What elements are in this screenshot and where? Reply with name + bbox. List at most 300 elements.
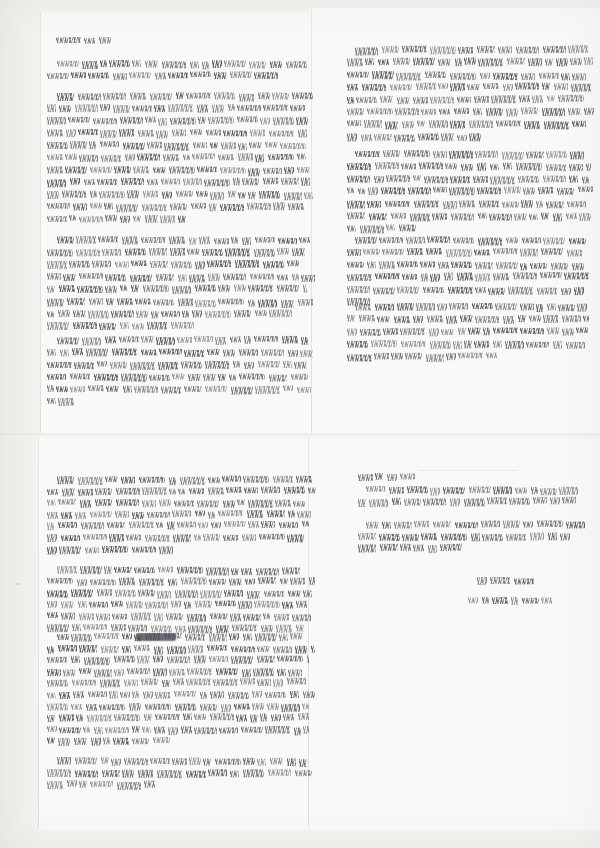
handwriting-word: [560, 533, 570, 540]
handwritten-line: [347, 71, 586, 82]
handwriting-word: [438, 261, 449, 268]
handwriting-word: [273, 476, 293, 483]
handwriting-word: [543, 175, 566, 182]
handwriting-word: [366, 522, 379, 529]
handwriting-word: [241, 726, 263, 732]
handwriting-word: [120, 216, 130, 223]
handwriting-word: [202, 62, 209, 70]
handwriting-word: [79, 781, 87, 788]
handwriting-word: [413, 58, 435, 66]
handwriting-word: [311, 645, 315, 652]
handwriting-word: [543, 315, 558, 323]
handwriting-word: [139, 578, 164, 585]
handwriting-word: [457, 135, 467, 141]
handwritten-line: [47, 141, 313, 152]
handwriting-word: [209, 656, 228, 662]
handwriting-word: [184, 601, 191, 608]
handwriting-word: [250, 129, 265, 136]
handwriting-word: [402, 45, 427, 52]
handwriting-word: [237, 105, 261, 111]
handwriting-word: [154, 646, 163, 654]
handwriting-word: [70, 373, 90, 379]
handwriting-word: [88, 310, 109, 318]
handwriting-word: [183, 178, 202, 185]
handwriting-word: [252, 703, 264, 710]
handwriting-word: [47, 397, 56, 403]
handwriting-word: [100, 141, 119, 147]
handwritten-line: [347, 248, 591, 258]
handwriting-word: [446, 316, 457, 324]
handwriting-word: [255, 310, 267, 316]
handwriting-word: [295, 645, 307, 653]
handwriting-word: [186, 770, 206, 777]
handwriting-word: [392, 497, 401, 504]
handwriting-word: [151, 625, 172, 632]
handwriting-word: [83, 624, 107, 630]
handwriting-word: [502, 152, 524, 160]
handwriting-word: [58, 522, 77, 528]
handwriting-word: [194, 727, 217, 734]
handwriting-word: [584, 58, 593, 66]
handwriting-word: [355, 47, 378, 55]
handwriting-word: [229, 633, 239, 640]
handwriting-word: [493, 327, 518, 333]
handwriting-word: [416, 303, 435, 311]
handwriting-word: [238, 152, 253, 160]
handwriting-word: [280, 143, 306, 149]
handwriting-word: [105, 476, 118, 482]
handwriting-word: [506, 237, 518, 243]
handwriting-word: [162, 61, 186, 68]
handwriting-word: [393, 58, 410, 65]
handwriting-word: [420, 261, 435, 267]
handwriting-word: [457, 96, 471, 102]
handwriting-word: [166, 614, 183, 621]
handwriting-word: [94, 633, 119, 639]
handwriting-word: [47, 322, 69, 330]
handwriting-word: [155, 714, 180, 720]
handwriting-word: [47, 153, 63, 159]
handwritten-line: [347, 261, 586, 272]
handwriting-word: [177, 566, 203, 573]
handwriting-word: [249, 61, 266, 68]
handwritten-line: [47, 691, 315, 701]
handwriting-word: [128, 625, 147, 632]
handwritten-line: [47, 361, 307, 371]
handwriting-word: [56, 37, 81, 43]
handwriting-word: [556, 59, 568, 67]
handwriting-word: [472, 303, 493, 309]
handwriting-word: [102, 546, 128, 553]
handwriting-word: [153, 737, 170, 743]
handwriting-word: [496, 262, 518, 269]
handwriting-word: [47, 104, 56, 112]
handwriting-word: [404, 498, 421, 505]
handwriting-word: [218, 298, 244, 304]
handwriting-word: [119, 336, 139, 342]
handwritten-line: [366, 520, 586, 531]
handwriting-word: [133, 166, 149, 173]
handwriting-word: [210, 713, 234, 720]
handwritten-line: [47, 655, 309, 666]
handwriting-word: [72, 680, 96, 686]
handwriting-word: [294, 727, 301, 735]
handwriting-word: [168, 73, 188, 79]
handwriting-word: [562, 496, 576, 503]
handwriting-word: [546, 151, 567, 158]
handwriting-word: [172, 510, 191, 517]
handwriting-word: [242, 178, 259, 185]
handwriting-word: [450, 176, 470, 183]
handwriting-word: [287, 534, 304, 542]
handwriting-word: [416, 83, 436, 90]
handwriting-word: [347, 200, 365, 208]
handwritten-line: [347, 133, 484, 143]
handwriting-word: [386, 225, 395, 231]
handwriting-word: [234, 703, 250, 709]
handwriting-word: [566, 213, 577, 219]
handwriting-word: [47, 680, 68, 687]
handwriting-word: [47, 250, 73, 257]
handwriting-word: [209, 203, 217, 211]
handwriting-word: [82, 337, 101, 345]
handwritten-line: [47, 589, 312, 600]
handwriting-word: [169, 488, 176, 494]
handwriting-word: [547, 327, 560, 334]
handwriting-word: [141, 350, 157, 356]
handwriting-word: [174, 501, 194, 507]
handwriting-word: [100, 130, 117, 138]
handwriting-word: [155, 692, 170, 699]
handwriting-word: [244, 336, 251, 344]
handwriting-word: [530, 532, 544, 540]
handwriting-word: [347, 328, 357, 335]
handwriting-word: [71, 72, 86, 78]
handwriting-word: [520, 328, 544, 334]
handwriting-word: [278, 238, 297, 244]
handwritten-line: [47, 166, 315, 177]
handwriting-word: [47, 703, 68, 710]
handwriting-word: [347, 164, 371, 171]
handwriting-word: [347, 341, 368, 348]
handwriting-word: [116, 499, 139, 506]
handwriting-word: [147, 179, 158, 185]
handwriting-word: [71, 589, 93, 597]
handwriting-word: [122, 769, 134, 777]
handwriting-word: [296, 624, 304, 631]
handwriting-word: [75, 104, 98, 112]
handwriting-word: [189, 757, 201, 765]
handwriting-word: [70, 387, 85, 393]
handwriting-word: [244, 362, 254, 369]
handwriting-word: [407, 486, 428, 493]
handwriting-word: [561, 73, 570, 80]
handwriting-word: [536, 304, 543, 312]
handwriting-word: [284, 486, 305, 493]
handwriting-word: [493, 248, 518, 254]
handwriting-word: [220, 204, 244, 211]
handwriting-word: [407, 248, 423, 255]
handwriting-word: [114, 669, 124, 676]
handwriting-word: [279, 634, 288, 641]
handwriting-word: [47, 612, 58, 618]
handwriting-word: [469, 120, 493, 128]
handwritten-line: [47, 248, 313, 258]
handwriting-word: [397, 97, 410, 104]
handwritten-line: [355, 303, 591, 313]
handwriting-word: [231, 568, 239, 575]
handwriting-word: [132, 739, 149, 745]
handwriting-word: [162, 192, 172, 199]
handwriting-word: [307, 655, 309, 663]
handwriting-word: [132, 726, 140, 733]
handwriting-word: [196, 191, 208, 197]
handwriting-word: [156, 522, 163, 528]
handwriting-word: [198, 523, 208, 529]
handwriting-word: [367, 200, 381, 207]
handwriting-word: [551, 263, 568, 270]
handwriting-word: [430, 488, 440, 496]
handwriting-word: [254, 336, 278, 342]
handwriting-word: [47, 624, 69, 632]
handwriting-word: [475, 151, 498, 158]
handwriting-word: [523, 521, 533, 527]
handwriting-word: [130, 93, 146, 100]
handwriting-word: [276, 625, 292, 633]
handwriting-word: [99, 192, 125, 199]
handwriting-word: [490, 577, 510, 584]
handwritten-line: [47, 769, 312, 779]
handwriting-word: [299, 237, 310, 243]
handwriting-word: [83, 534, 107, 540]
handwriting-word: [147, 142, 162, 149]
handwriting-word: [546, 164, 566, 171]
handwriting-word: [189, 274, 205, 282]
handwriting-word: [109, 534, 124, 542]
handwriting-word: [143, 691, 153, 698]
handwriting-word: [73, 203, 87, 210]
handwriting-word: [121, 373, 147, 381]
handwriting-word: [421, 274, 428, 282]
handwriting-word: [181, 577, 207, 584]
handwriting-word: [482, 534, 503, 541]
handwriting-word: [161, 179, 180, 185]
handwriting-word: [568, 45, 588, 53]
handwriting-word: [212, 60, 222, 68]
handwriting-word: [261, 349, 284, 356]
handwritten-line: [347, 58, 594, 69]
handwriting-word: [98, 236, 118, 242]
handwriting-word: [235, 259, 259, 267]
handwriting-word: [458, 47, 473, 54]
handwriting-word: [297, 387, 311, 393]
handwriting-word: [566, 521, 585, 528]
handwriting-word: [104, 202, 113, 209]
handwritten-line: [47, 259, 307, 270]
handwriting-word: [287, 758, 296, 766]
handwriting-word: [287, 260, 299, 266]
handwriting-word: [547, 95, 555, 101]
handwriting-word: [247, 591, 260, 599]
handwriting-word: [248, 192, 256, 199]
handwritten-line: [47, 152, 307, 163]
handwriting-word: [145, 116, 156, 122]
handwriting-word: [254, 600, 280, 607]
handwriting-word: [139, 477, 165, 483]
handwriting-word: [259, 191, 280, 199]
handwriting-word: [92, 260, 111, 267]
handwriting-word: [347, 286, 370, 293]
handwriting-word: [440, 544, 462, 551]
handwriting-word: [375, 304, 394, 311]
handwriting-word: [138, 590, 155, 597]
handwriting-word: [375, 162, 399, 169]
handwriting-word: [114, 656, 135, 663]
handwriting-word: [216, 668, 238, 675]
handwriting-word: [374, 176, 384, 183]
handwriting-word: [175, 703, 196, 710]
handwriting-word: [205, 310, 231, 317]
handwriting-word: [244, 487, 258, 493]
handwriting-word: [223, 501, 235, 508]
handwriting-word: [141, 237, 166, 243]
handwriting-word: [69, 260, 90, 267]
handwriting-word: [586, 164, 591, 171]
handwriting-word: [236, 715, 247, 722]
handwriting-word: [89, 601, 108, 607]
handwriting-word: [102, 770, 120, 777]
handwriting-word: [99, 323, 116, 330]
handwriting-word: [85, 547, 99, 553]
handwriting-word: [347, 175, 370, 182]
handwriting-word: [153, 656, 163, 663]
handwriting-word: [366, 486, 385, 492]
handwriting-word: [195, 510, 205, 516]
scribbled-out-word: [136, 633, 176, 641]
handwriting-word: [390, 84, 412, 90]
handwriting-word: [150, 260, 168, 267]
handwriting-word: [302, 703, 309, 709]
handwritten-line: [358, 543, 464, 554]
handwriting-word: [88, 691, 107, 697]
handwriting-word: [76, 236, 96, 244]
handwriting-word: [358, 498, 366, 506]
handwriting-word: [84, 179, 95, 185]
handwritten-line: [57, 92, 313, 103]
handwriting-word: [122, 633, 132, 639]
handwriting-word: [459, 200, 475, 207]
handwriting-word: [413, 175, 421, 181]
handwriting-word: [418, 133, 439, 140]
handwriting-word: [561, 288, 571, 295]
handwriting-word: [194, 714, 206, 720]
handwriting-word: [520, 303, 534, 310]
handwriting-word: [396, 72, 421, 80]
handwriting-word: [293, 501, 305, 507]
handwritten-line: [347, 120, 586, 131]
handwriting-word: [232, 624, 257, 631]
handwriting-word: [578, 187, 593, 193]
handwriting-word: [104, 566, 112, 574]
handwriting-word: [503, 163, 512, 170]
handwriting-word: [181, 361, 202, 368]
handwriting-word: [173, 534, 191, 542]
handwriting-word: [569, 164, 583, 171]
handwriting-word: [386, 175, 410, 182]
signature-line: [468, 597, 552, 607]
handwriting-word: [47, 726, 57, 732]
handwriting-word: [145, 703, 171, 709]
handwriting-word: [302, 521, 309, 527]
handwriting-word: [154, 726, 165, 733]
handwriting-word: [95, 488, 112, 495]
handwriting-word: [172, 129, 186, 136]
handwriting-word: [116, 487, 140, 494]
handwriting-word: [375, 273, 400, 279]
handwritten-line: [347, 162, 591, 173]
handwriting-word: [167, 646, 186, 654]
handwriting-word: [178, 216, 186, 223]
handwriting-word: [432, 213, 447, 220]
handwritten-line: [47, 668, 312, 678]
handwriting-word: [562, 316, 581, 323]
handwriting-word: [478, 59, 503, 67]
handwriting-word: [157, 770, 182, 778]
handwriting-word: [77, 286, 103, 293]
handwriting-word: [129, 72, 151, 78]
handwriting-word: [550, 497, 560, 504]
handwriting-word: [358, 544, 376, 552]
handwriting-word: [47, 142, 68, 149]
handwriting-word: [198, 116, 206, 123]
handwriting-word: [97, 361, 107, 367]
handwriting-word: [84, 657, 110, 665]
handwriting-word: [60, 350, 69, 357]
handwritten-line: [347, 272, 589, 283]
handwriting-word: [347, 226, 356, 232]
handwriting-word: [134, 645, 150, 651]
handwriting-word: [277, 669, 286, 676]
handwriting-word: [543, 237, 565, 244]
handwriting-word: [453, 341, 462, 349]
handwriting-word: [367, 261, 376, 268]
page-3-left-edge: [38, 438, 39, 828]
handwriting-word: [258, 577, 276, 584]
handwriting-word: [404, 150, 430, 157]
handwriting-word: [113, 105, 130, 113]
handwriting-word: [200, 590, 222, 598]
handwritten-line: [355, 236, 589, 247]
handwriting-word: [97, 589, 112, 596]
handwriting-word: [383, 150, 400, 157]
handwriting-word: [250, 273, 274, 280]
handwriting-word: [553, 213, 562, 221]
handwriting-word: [529, 316, 541, 322]
handwriting-word: [385, 200, 410, 206]
handwriting-word: [47, 273, 61, 280]
handwriting-word: [257, 679, 271, 686]
handwriting-word: [571, 84, 591, 92]
handwriting-word: [281, 703, 300, 711]
handwriting-word: [468, 597, 478, 603]
handwriting-word: [298, 129, 307, 137]
handwriting-word: [121, 178, 144, 185]
handwriting-word: [57, 337, 79, 344]
handwriting-word: [347, 84, 358, 91]
handwriting-word: [107, 522, 125, 528]
handwriting-word: [120, 285, 127, 291]
handwriting-word: [204, 179, 230, 186]
